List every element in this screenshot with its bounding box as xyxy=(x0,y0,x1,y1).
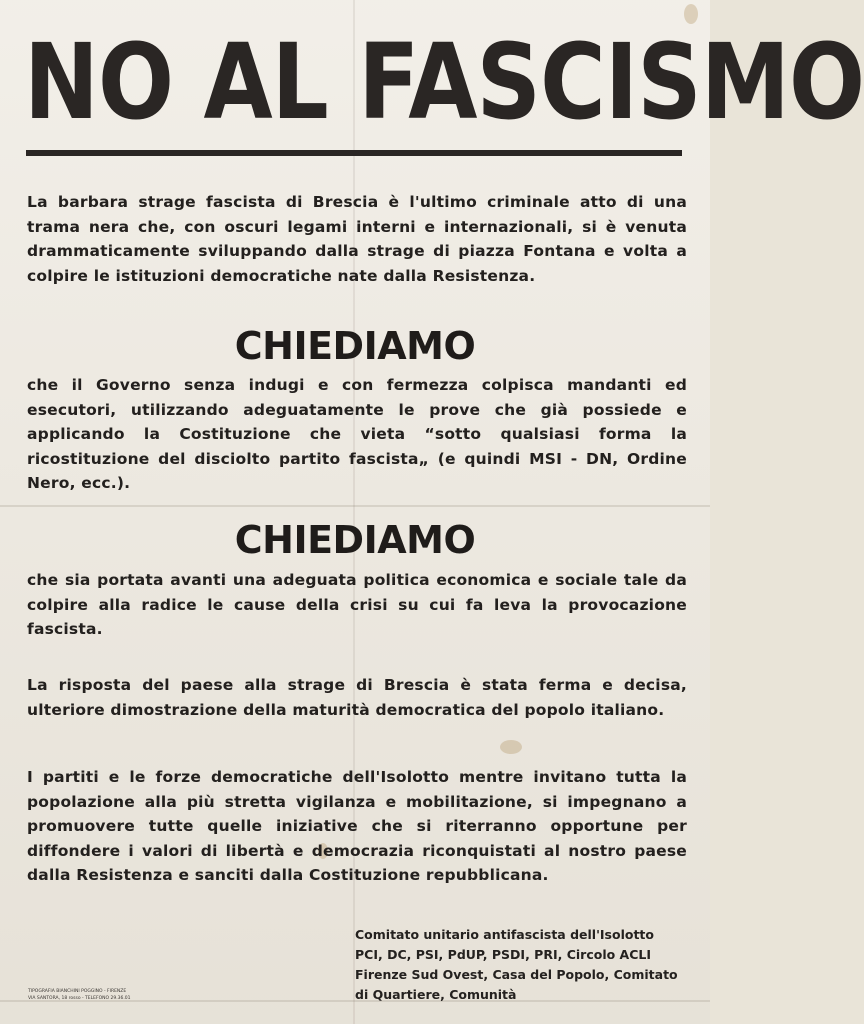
demand-heading-2: CHIEDIAMO xyxy=(234,518,476,562)
appeal-paragraph: I partiti e le forze democratiche dell'Isolotto mentre invitano tutta la popolazione alla più stretta vigilanza e mobilitazione, si impegnano a promuovere tutte quelle iniziative che si riterranno opportune per diffondere i valori di libertà e democrazia riconquistati al nostro paese dalla Resistenza e sanciti dalla Costituzione repubblicana. xyxy=(27,768,687,884)
printer-imprint xyxy=(28,988,168,1002)
signature-block xyxy=(355,925,678,1005)
printer-line: TIPOGRAFIA BIANCHINI POGGINO - FIRENZE xyxy=(28,989,127,994)
demand-text-2: che sia portata avanti una adeguata politica economica e sociale tale da colpire alla radice le cause della crisi su cui fa leva la provocazione fascista. xyxy=(27,571,687,638)
demand-text-1: che il Governo senza indugi e con fermezza colpisca mandanti ed esecutori, utilizzando adeguatamente le prove che già possiede e applicando la Costituzione che vieta “sotto qualsiasi forma la ricostituzione del disciolto partito fascista„ (e quindi MSI - DN, Ordine Nero, ecc.). xyxy=(27,376,687,492)
demand-heading-1: CHIEDIAMO xyxy=(234,324,476,368)
title-underline xyxy=(26,150,682,156)
signature-line: Firenze Sud Ovest, Casa del Popolo, Comitato xyxy=(355,967,678,982)
intro-paragraph: La barbara strage fascista di Brescia è l'ultimo criminale atto di una trama nera che, con oscuri legami interni e internazionali, si è venuta drammaticamente sviluppando dalla strage di piazza Fontana e volta a colpire le istituzioni democratiche nate dalla Resistenza. xyxy=(27,193,687,285)
poster-title: NO AL FASCISMO xyxy=(24,21,864,143)
printer-line: VIA SANTORA, 18 rosso - TELEFONO 29.36.01 xyxy=(28,996,131,1001)
signature-line: PCI, DC, PSI, PdUP, PSDI, PRI, Circolo ACLI xyxy=(355,947,652,962)
signature-line: Comitato unitario antifascista dell'Isolotto xyxy=(355,927,654,942)
signature-line: di Quartiere, Comunità xyxy=(355,987,517,1002)
fold-line-horizontal xyxy=(0,505,710,507)
paper-stain xyxy=(500,740,522,754)
response-paragraph: La risposta del paese alla strage di Brescia è stata ferma e decisa, ulteriore dimostrazione della maturità democratica del popolo italiano. xyxy=(27,676,687,719)
